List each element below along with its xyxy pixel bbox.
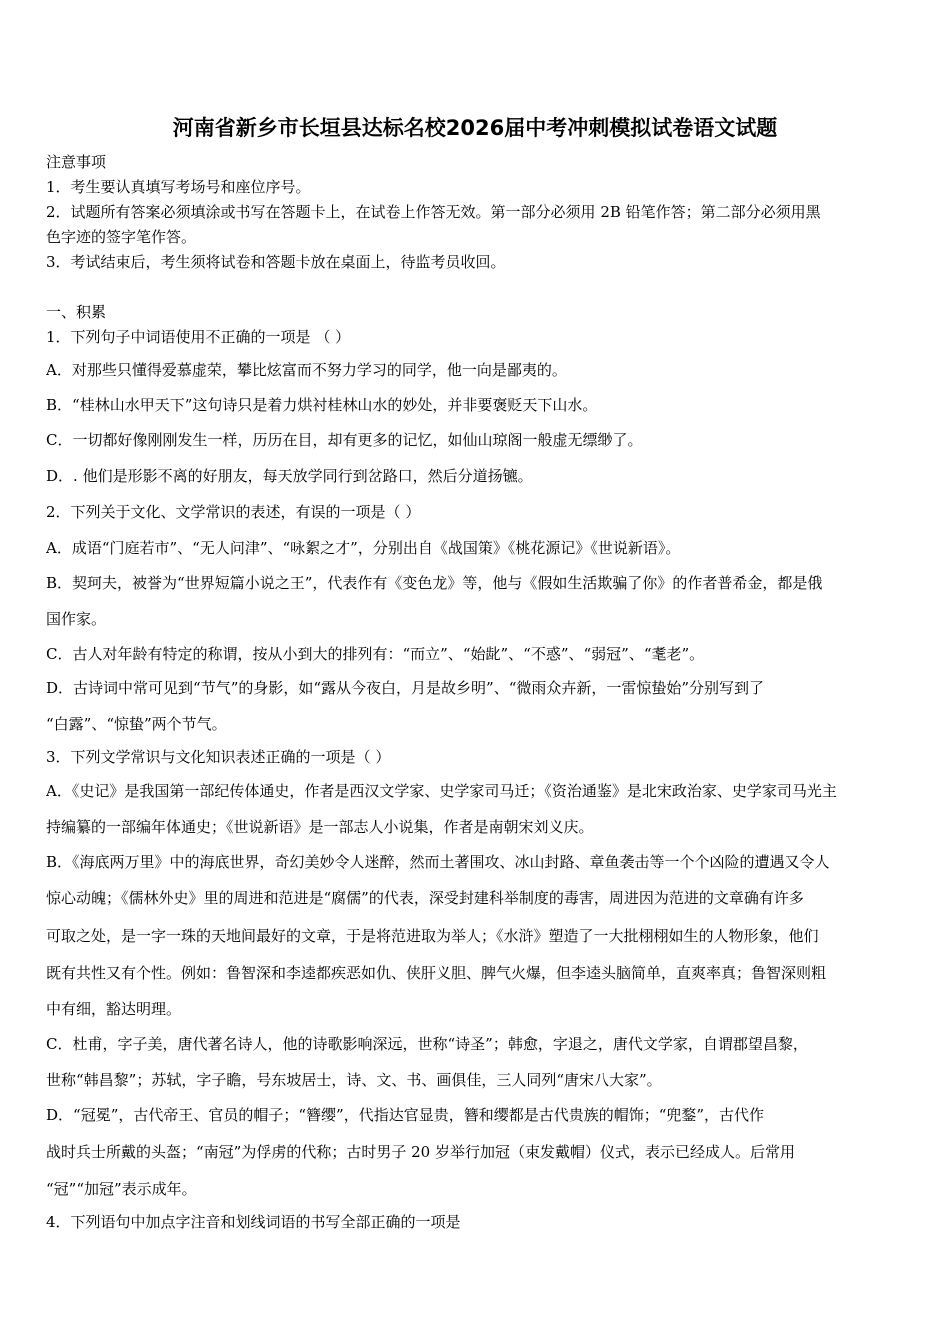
question-4-stem: 4．下列语句中加点字注音和划线词语的书写全部正确的一项是 <box>46 1213 461 1231</box>
question-3-option-b-line-2: 惊心动魄；《儒林外史》里的周进和范进是“腐儒”的代表，深受封建科举制度的毒害，周进因为范进的文章确有许多 <box>46 889 804 907</box>
notice-item-1: 1．考生要认真填写考场号和座位序号。 <box>46 178 311 196</box>
question-2-option-d-cont: “白露”、“惊蛰”两个节气。 <box>46 715 227 733</box>
question-3-option-a-cont: 持编纂的一部编年体通史；《世说新语》是一部志人小说集，作者是南朝宋刘义庆。 <box>46 818 594 836</box>
section-heading: 一、积累 <box>46 303 107 321</box>
question-3-option-d-line-2: 战时兵士所戴的头盔；“南冠”为俘虏的代称；古时男子 20 岁举行加冠（束发戴帽）仪式，表示已经成人。后常用 <box>46 1143 795 1161</box>
notice-item-3: 3．考试结束后，考生须将试卷和答题卡放在桌面上，待监考员收回。 <box>46 253 506 271</box>
question-1-option-c: C．一切都好像刚刚发生一样，历历在目，却有更多的记忆，如仙山琼阁一般虚无缥缈了。 <box>46 431 643 449</box>
question-2-option-d: D．古诗词中常可见到“节气”的身影，如“露从今夜白，月是故乡明”、“微雨众卉新，一雷惊蛰始”分别写到了 <box>46 679 765 697</box>
question-2-option-c: C．古人对年龄有特定的称谓，按从小到大的排列有：“而立”、“始龀”、“不惑”、“弱冠”、“耄老”。 <box>46 645 705 663</box>
page-title: 河南省新乡市长垣县达标名校2026届中考冲刺模拟试卷语文试题 <box>172 116 778 140</box>
question-3-option-c: C．杜甫，字子美，唐代著名诗人，他的诗歌影响深远，世称“诗圣”；韩愈，字退之，唐代文学家，自谓郡望昌黎， <box>46 1035 808 1053</box>
notice-item-2-cont: 色字迹的签字笔作答。 <box>46 228 197 246</box>
question-3-option-b-line-4: 既有共性又有个性。例如：鲁智深和李逵都疾恶如仇、侠肝义胆、脾气火爆，但李逵头脑简单，直爽率真；鲁智深则粗 <box>46 964 827 982</box>
question-2-option-b: B．契珂夫，被誉为“世界短篇小说之王”，代表作有《变色龙》等，他与《假如生活欺骗了你》的作者普希金，都是俄 <box>46 574 823 592</box>
question-2-stem: 2．下列关于文化、文学常识的表述，有误的一项是（ ） <box>46 503 421 521</box>
question-3-option-a: A．《史记》是我国第一部纪传体通史，作者是西汉文学家、史学家司马迁；《资治通鉴》是北宋政治家、史学家司马光主 <box>46 782 837 800</box>
notice-heading: 注意事项 <box>46 153 107 171</box>
question-3-option-c-cont: 世称“韩昌黎”；苏轼，字子瞻，号东坡居士，诗、文、书、画俱佳，三人同列“唐宋八大家”。 <box>46 1071 662 1089</box>
question-3-stem: 3．下列文学常识与文化知识表述正确的一项是（ ） <box>46 748 391 766</box>
question-2-option-b-cont: 国作家。 <box>46 610 107 628</box>
question-3-option-b-line-5: 中有细，豁达明理。 <box>46 1000 182 1018</box>
question-1-option-b: B．“桂林山水甲天下”这句诗只是着力烘衬桂林山水的妙处，并非要褒贬天下山水。 <box>46 396 598 414</box>
question-3-option-d-line-3: “冠”“加冠”表示成年。 <box>46 1180 197 1198</box>
notice-item-2: 2．试题所有答案必须填涂或书写在答题卡上，在试卷上作答无效。第一部分必须用 2B 铅笔作答；第二部分必须用黑 <box>46 203 821 221</box>
question-3-option-b-line-3: 可取之处，是一字一珠的天地间最好的文章，于是将范进取为举人；《水浒》塑造了一大批栩栩如生的人物形象，他们 <box>46 927 819 945</box>
question-1-option-a: A．对那些只懂得爱慕虚荣，攀比炫富而不努力学习的同学，他一向是鄙夷的。 <box>46 361 567 379</box>
question-1-option-d: D．. 他们是形影不离的好朋友，每天放学同行到岔路口，然后分道扬镳。 <box>46 467 533 485</box>
question-1-stem: 1．下列句子中词语使用不正确的一项是 （ ） <box>46 328 351 346</box>
question-2-option-a: A．成语“门庭若市”、“无人问津”、“咏絮之才”，分别出自《战国策》《桃花源记》《世说新语》。 <box>46 539 681 557</box>
question-3-option-b: B．《海底两万里》中的海底世界，奇幻美妙令人迷醉，然而土著围攻、冰山封路、章鱼袭击等一个个凶险的遭遇又令人 <box>46 853 830 871</box>
question-3-option-d: D．“冠冕”，古代帝王、官员的帽子；“簪缨”，代指达官显贵，簪和缨都是古代贵族的帽饰；“兜鍪”，古代作 <box>46 1106 765 1124</box>
